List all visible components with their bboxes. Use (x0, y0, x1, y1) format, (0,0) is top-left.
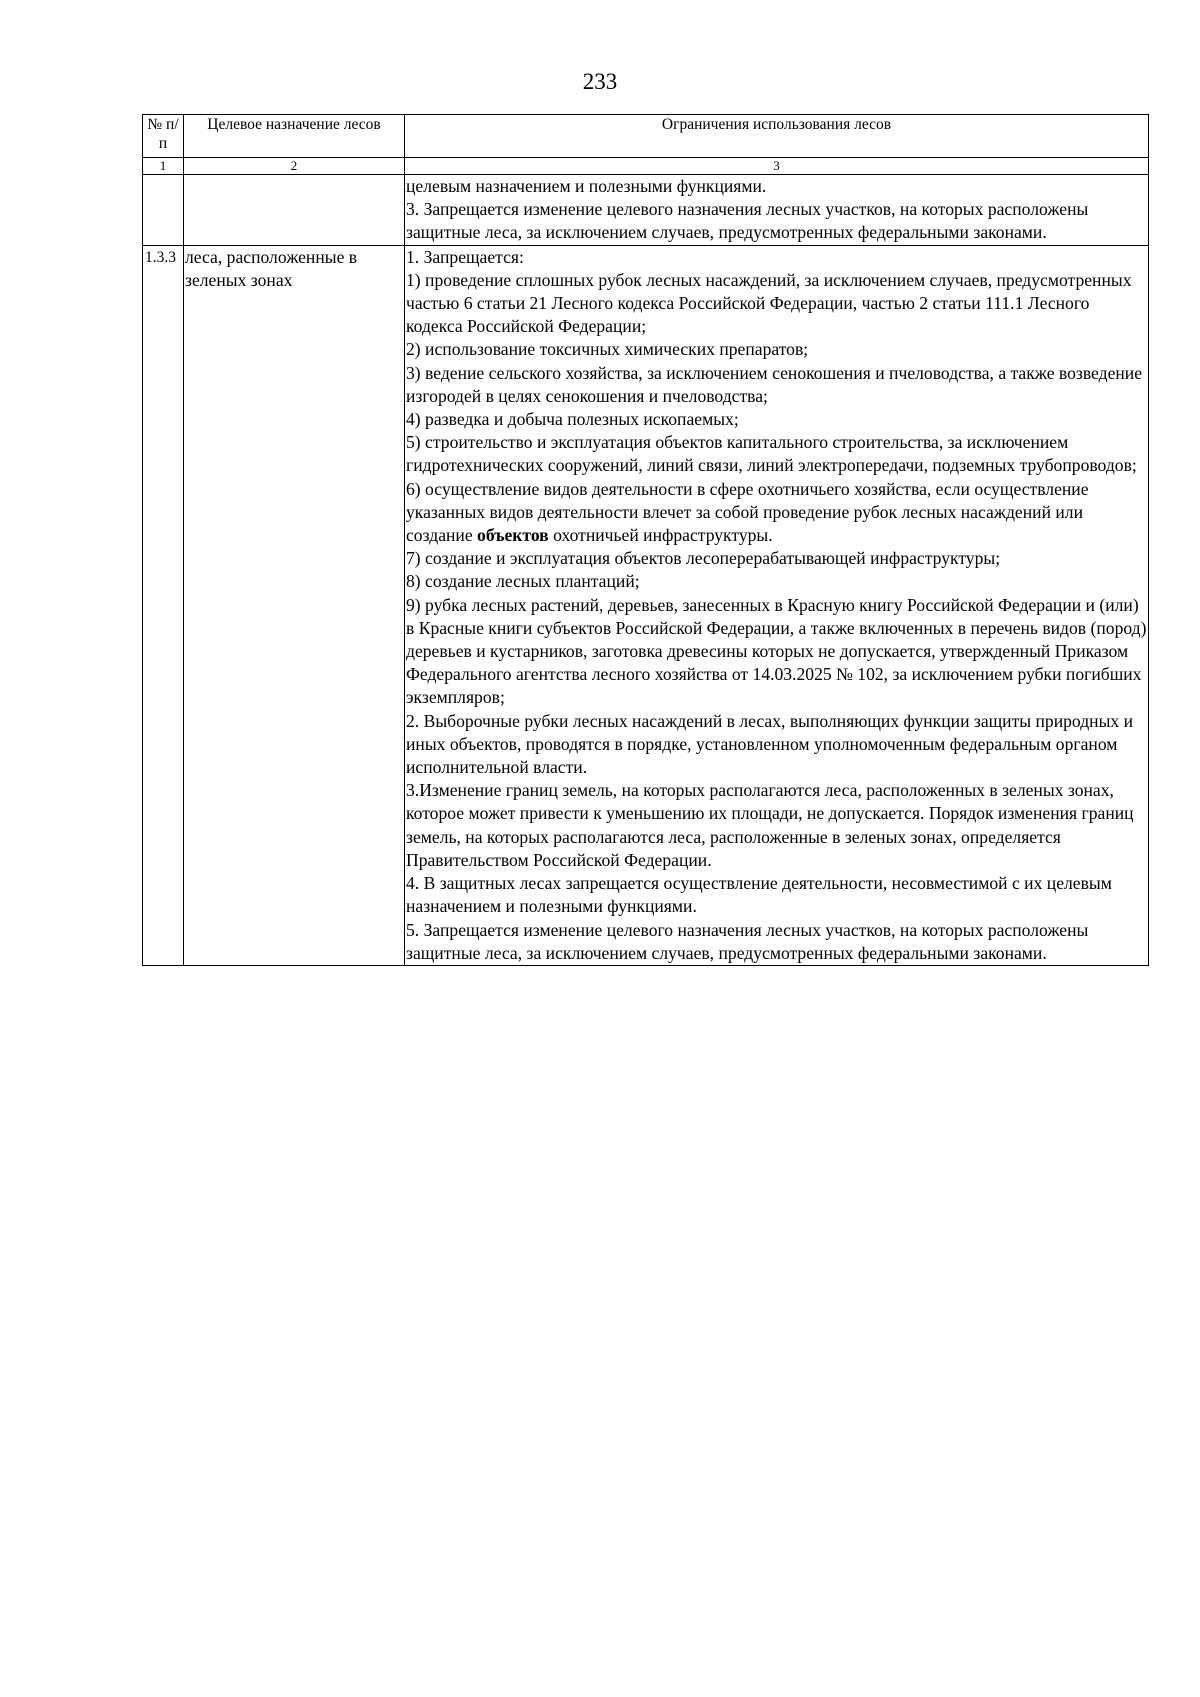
column-index-1: 1 (143, 158, 184, 175)
row-restrictions (405, 245, 1149, 965)
restriction-paragraph (406, 478, 1147, 548)
table-row-continued (143, 175, 1149, 246)
restriction-paragraph: целевым назначением и полезными функциями. (406, 176, 767, 196)
restrictions-table (142, 114, 1149, 966)
row-purpose (184, 175, 405, 246)
restriction-paragraph: 1. Запрещается: (406, 246, 524, 267)
restriction-paragraph: 8) создание лесных плантаций; (406, 571, 640, 592)
row-number (143, 175, 184, 246)
column-index-2: 2 (184, 158, 405, 175)
restriction-paragraph: 1) проведение сплошных рубок лесных насаждений, за исключением случаев, предусмотренных частью 6 статьи 21 Лесного кодекса Российской Федерации, частью 2 статьи 111.1 Лесного кодекса Российской Федерации; (406, 269, 1132, 337)
restriction-paragraph: 2) использование токсичных химических препаратов; (406, 339, 809, 360)
bold-word: объектов (477, 525, 549, 546)
column-index-3: 3 (405, 158, 1149, 175)
row-restrictions (405, 175, 1149, 246)
header-restrictions: Ограничения использования лесов (405, 115, 1149, 158)
restriction-paragraph: 2. Выборочные рубки лесных насаждений в лесах, выполняющих функции защиты природных и иных объектов, проводятся в порядке, установленном уполномоченным федеральным органом исполнительной власти. (406, 710, 1134, 778)
header-purpose: Целевое назначение лесов (184, 115, 405, 158)
restriction-paragraph: 5) строительство и эксплуатация объектов капитального строительства, за исключением гидротехнических сооружений, линий связи, линий электропередачи, подземных трубопроводов; (406, 432, 1137, 476)
restriction-paragraph: 7) создание и эксплуатация объектов лесоперерабатывающей инфраструктуры; (406, 548, 1001, 569)
row-purpose: леса, расположенные в зеленых зонах (184, 245, 405, 965)
restriction-paragraph: 3. Запрещается изменение целевого назначения лесных участков, на которых расположены защитные леса, за исключением случаев, предусмотренных федеральными законами. (406, 199, 1089, 243)
restriction-paragraph: 5. Запрещается изменение целевого назначения лесных участков, на которых расположены защитные леса, за исключением случаев, предусмотренных федеральными законами. (406, 919, 1089, 963)
paragraph-text: охотничьей инфраструктуры. (548, 525, 773, 546)
restriction-paragraph: 3.Изменение границ земель, на которых располагаются леса, расположенных в зеленых зонах, которое может привести к уменьшению их площади, не допускается. Порядок изменения границ земель, на которых располагаются леса, расположенные в зеленых зонах, определяется Правительством Российской Федерации. (406, 780, 1134, 870)
restriction-paragraph: 3) ведение сельского хозяйства, за исключением сенокошения и пчеловодства, а также возведение изгородей в целях сенокошения и пчеловодства; (406, 362, 1143, 406)
restriction-paragraph: 4) разведка и добыча полезных ископаемых; (406, 409, 739, 430)
restriction-paragraph: 9) рубка лесных растений, деревьев, занесенных в Красную книгу Российской Федерации и (или) в Красные книги субъектов Российской Федерации, а также включенных в перечень видов (пород) деревьев и кустарников, заготовка древесины которых не допускается, утвержденный Приказом Федерального агентства лесного хозяйства от 14.03.2025 № 102, за исключением рубки погибших экземпляров; (406, 594, 1147, 708)
paragraph-text: 6) осуществление видов деятельности в сфере охотничьего хозяйства, если осуществление указанных видов деятельности влечет за собой проведение рубок лесных насаждений или создание (406, 478, 1089, 546)
header-number: № п/п (143, 115, 184, 158)
row-number: 1.3.3 (143, 245, 184, 965)
table-header-row (143, 115, 1149, 158)
restriction-paragraph: 4. В защитных лесах запрещается осуществление деятельности, несовместимой с их целевым назначением и полезными функциями. (406, 873, 1112, 917)
page-number: 233 (582, 69, 618, 94)
column-index-row (143, 158, 1149, 175)
table-row-1-3-3 (143, 245, 1149, 965)
